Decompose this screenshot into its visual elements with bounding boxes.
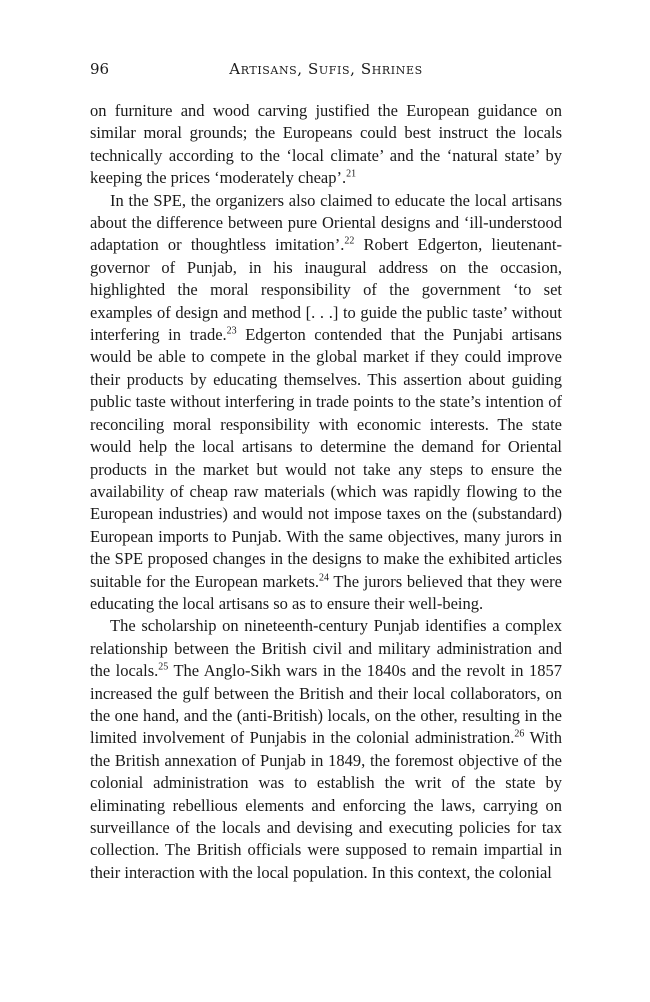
page-number: 96 <box>90 60 110 78</box>
running-title: Artisans, Sufis, Shrines <box>229 60 423 78</box>
book-page <box>90 60 562 884</box>
text-run: With the British annexation of Punjab in 1849, the foremost objective of the colonial administration was to establish the writ of the state by eliminating rebellious elements and enforcing the laws, carrying on surveillance of the locals and devising and executing policies for tax collection. The British officials were supposed to remain impartial in their interaction with the local population. In this context, the colonial <box>90 728 562 882</box>
text-run: Edgerton contended that the Punjabi artisans would be able to compete in the global market if they could improve their products by educating themselves. This assertion about guiding public taste without interfering in trade points to the state’s intention of reconciling moral responsibility with economic interests. The state would help the local artisans to determine the demand for Oriental products in the market but would not take any steps to ensure the availability of cheap raw materials (which was rapidly flowing to the European industries) and would not impose taxes on the (substandard) European imports to Punjab. With the same objectives, many jurors in the SPE proposed changes in the designs to make the exhibited articles suitable for the European markets. <box>90 325 562 591</box>
running-head <box>90 60 562 84</box>
text-run: on furniture and wood carving justified the European guidance on similar moral grounds; the Europeans could best instruct the locals technically according to the ‘local climate’ and the ‘natural state’ by keeping the prices ‘moderately cheap’. <box>90 101 562 188</box>
paragraph-1 <box>90 100 562 190</box>
text-run: Robert Edgerton, lieutenant-governor of Punjab, in his inaugural address on the occasion, highlighted the moral responsibility of the government ‘to set examples of design and method [. . .] to guide the public taste’ without interfering in trade. <box>90 235 562 345</box>
text-run: The jurors believed that they were educating the local artisans so as to ensure their well-being. <box>90 571 562 613</box>
footnote-ref-23: 23 <box>226 325 237 337</box>
paragraph-2 <box>90 190 562 616</box>
footnote-ref-26: 26 <box>514 728 525 740</box>
footnote-ref-21: 21 <box>346 168 357 180</box>
footnote-ref-25: 25 <box>158 661 169 673</box>
text-run: The scholarship on nineteenth-century Punjab identifies a complex relationship between the British civil and military administration and the locals. <box>90 616 562 681</box>
footnote-ref-22: 22 <box>344 235 355 247</box>
text-run: The Anglo-Sikh wars in the 1840s and the revolt in 1857 increased the gulf between the British and their local collaborators, on the one hand, and the (anti-British) locals, on the other, resulting in the limited involvement of Punjabis in the colonial administration. <box>90 661 562 748</box>
footnote-ref-24: 24 <box>319 572 329 584</box>
body-text <box>90 100 562 884</box>
paragraph-3 <box>90 615 562 884</box>
text-run: In the SPE, the organizers also claimed to educate the local artisans about the difference between pure Oriental designs and ‘ill-understood adaptation or thoughtless imitation’. <box>90 190 562 255</box>
